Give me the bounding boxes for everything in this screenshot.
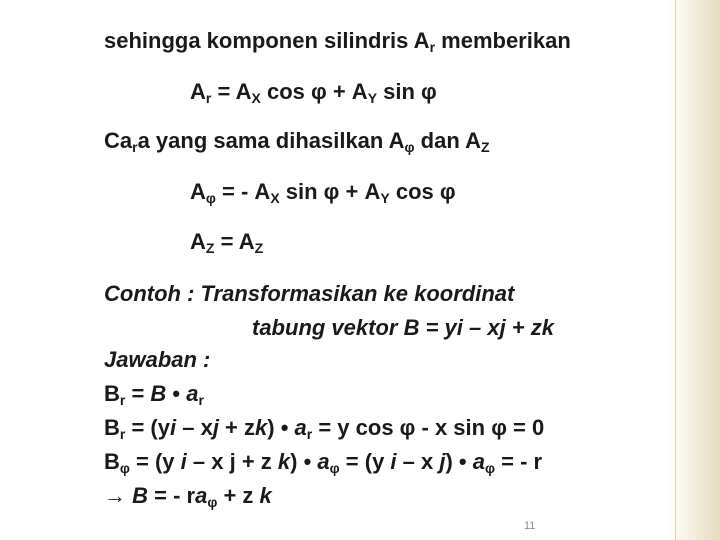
example-line-2: tabung vektor B = yi – xj + zk — [252, 315, 554, 340]
answer-line-3: $B_\varphi = (y$ i – x j + z k) • $a_\varphi = (y$ i – x j) • $a_\varphi$ = - r — [104, 449, 543, 476]
answer-line-2: $B_r = (yi$ – xj + zk) • $a_r = y$ cos φ - x sin φ = 0 — [104, 415, 545, 442]
decorative-right-line — [675, 0, 676, 540]
answer-line-1: $B_r = B$ • $a_r$ — [104, 381, 204, 408]
page-number: 11 — [524, 520, 536, 532]
equation-ar: $A_r = A_X$ $\cos \varphi + A_Y$ sin φ — [190, 79, 437, 106]
text-line-1: sehingga komponen silindris $A_r$ memberikan — [104, 28, 571, 55]
example-line-1: Contoh : Transformasikan ke koordinat — [104, 281, 515, 306]
equation-aphi: $A_\varphi$ = - $A_X$ $\sin \varphi + A_Y$ cos φ — [190, 179, 456, 206]
text-line-3: $Ca_ra$ yang sama dihasilkan $A_\varphi$ dan $A_Z$ — [104, 128, 490, 155]
answer-line-4: → B = - $ra_\varphi + z$ k — [104, 483, 272, 510]
equation-az: $A_Z = A_Z$ — [190, 229, 264, 256]
answer-label: Jawaban : — [104, 347, 211, 372]
